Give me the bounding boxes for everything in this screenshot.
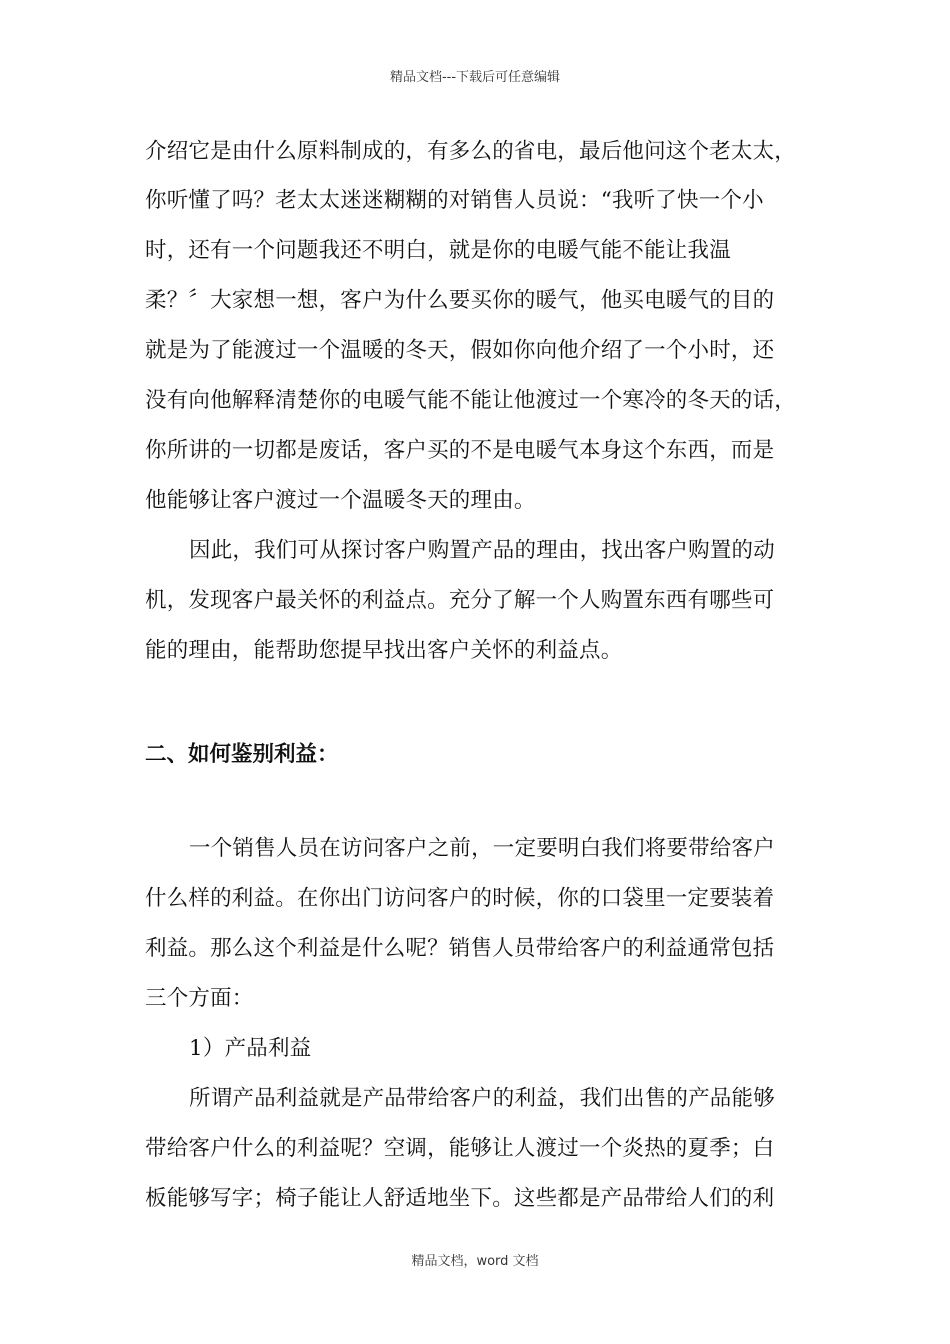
body-line: 就是为了能渡过一个温暖的冬天，假如你向他介绍了一个小时，还 <box>145 338 775 363</box>
body-line: 三个方面： <box>145 986 254 1011</box>
body-line: 柔？〞大家想一想，客户为什么要买你的暖气，他买电暖气的目的 <box>145 288 775 313</box>
page-footer: 精品文档，word 文档 <box>411 1254 539 1269</box>
body-line: 利益。那么这个利益是什么呢？销售人员带给客户的利益通常包括 <box>145 936 775 961</box>
body-line: 带给客户什么的利益呢？空调，能够让人渡过一个炎热的夏季；白 <box>145 1136 775 1161</box>
list-item-heading: 1）产品利益 <box>189 1036 312 1061</box>
body-line: 板能够写字；椅子能让人舒适地坐下。这些都是产品带给人们的利 <box>145 1186 775 1211</box>
paragraph-start-line: 一个销售人员在访问客户之前，一定要明白我们将要带给客户 <box>189 836 775 861</box>
body-line: 你听懂了吗？老太太迷迷糊糊的对销售人员说：“我听了快一个小 <box>145 188 764 213</box>
body-line: 他能够让客户渡过一个温暖冬天的理由。 <box>145 488 536 513</box>
body-line: 能的理由，能帮助您提早找出客户关怀的利益点。 <box>145 638 623 663</box>
body-line: 没有向他解释清楚你的电暖气能不能让他渡过一个寒冷的冬天的话， <box>145 388 797 413</box>
body-line: 机，发现客户最关怀的利益点。充分了解一个人购置东西有哪些可 <box>145 588 775 613</box>
page-header: 精品文档---下载后可任意编辑 <box>389 70 561 85</box>
paragraph-start-line: 所谓产品利益就是产品带给客户的利益，我们出售的产品能够 <box>189 1086 775 1111</box>
body-line: 什么样的利益。在你出门访问客户的时候，你的口袋里一定要装着 <box>145 886 775 911</box>
body-line: 时，还有一个问题我还不明白，就是你的电暖气能不能让我温 <box>145 238 731 263</box>
section-heading: 二、如何鉴别利益： <box>145 742 339 767</box>
paragraph-start-line: 因此，我们可从探讨客户购置产品的理由，找出客户购置的动 <box>189 538 775 563</box>
body-line: 你所讲的一切都是废话，客户买的不是电暖气本身这个东西，而是 <box>145 438 775 463</box>
body-line: 介绍它是由什么原料制成的，有多么的省电，最后他问这个老太太， <box>145 139 797 164</box>
